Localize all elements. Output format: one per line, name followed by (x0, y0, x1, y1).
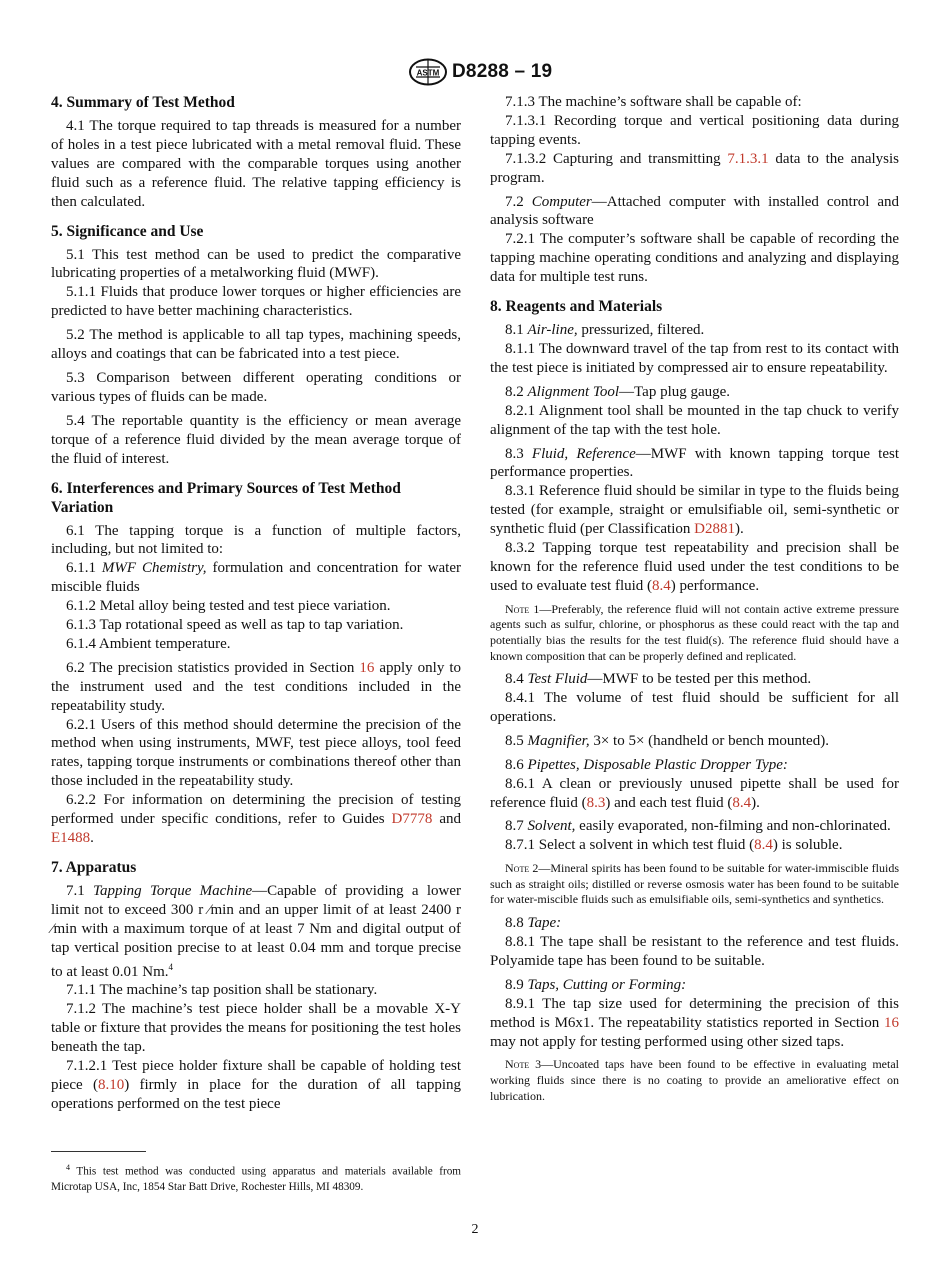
paragraph: 7.1.3 The machine’s software shall be capable of: (505, 94, 802, 110)
document-designation: D8288 – 19 (452, 61, 553, 82)
section-heading: 8. Reagents and Materials (490, 298, 663, 316)
paragraph: 5.3 Comparison between different operating conditions or various types of fluids can be made. (51, 369, 461, 405)
paragraph: 6.1 The tapping torque is a function of multiple factors, including, but not limited to: (51, 522, 461, 558)
paragraph: 7.1.1 The machine’s tap position shall be stationary. (66, 982, 378, 999)
paragraph: 8.9.1 The tap size used for determining the precision of this method is M6x1. The repeatability statistics reported in Section 16 may not apply for testing performed using other sized taps. (490, 995, 899, 1050)
paragraph: 8.2.1 Alignment tool shall be mounted in the tap chuck to verify alignment of the tap with the test hole. (490, 402, 899, 438)
paragraph: 8.1 Air-line, pressurized, filtered. (505, 322, 705, 339)
paragraph: 6.1.4 Ambient temperature. (66, 635, 231, 652)
paragraph: 5.1 This test method can be used to predict the comparative lubricating properties of a metalworking fluid (MWF). (51, 246, 461, 282)
footnote-divider (51, 1151, 146, 1152)
section-heading: 4. Summary of Test Method (51, 94, 235, 111)
astm-logo-icon (408, 58, 448, 86)
left-column (51, 93, 461, 1114)
paragraph: 8.8.1 The tape shall be resistant to the reference and test fluids. Polyamide tape has been found to be suitable. (490, 933, 899, 969)
paragraph: 8.2 Alignment Tool—Tap plug gauge. (505, 383, 731, 400)
section-heading: 5. Significance and Use (51, 222, 204, 240)
page-number: 2 (471, 1222, 479, 1237)
paragraph: 6.1.1 MWF Chemistry, formulation and concentration for water miscible fluids (51, 560, 461, 596)
paragraph: 7.1.2.1 Test piece holder fixture shall be capable of holding test piece (8.10) firmly in place for the duration of all tapping operations performed on the test piece (51, 1058, 461, 1112)
paragraph: 5.4 The reportable quantity is the efficiency or mean average torque of a reference fluid divided by the mean average torque of the fluid of interest. (51, 412, 461, 467)
section-link[interactable]: 8.4 (754, 837, 773, 854)
paragraph: 7.2 Computer—Attached computer with installed control and analysis software (490, 193, 900, 229)
paragraph: 8.3 Fluid, Reference—MWF with known tapping torque test performance properties. (490, 445, 900, 481)
standard-link[interactable]: D7778 (391, 811, 433, 828)
paragraph: 7.1 Tapping Torque Machine—Capable of providing a lower limit not to exceed 300 r ⁄min and an upper limit of at least 2400 r ⁄min with a maximum torque of at least 7 Nm and digital output of tap vertical position precise to at least 0.04 mm and torque precise to at least 0.01 Nm.$^4$ (51, 882, 462, 980)
page-header (0, 58, 950, 86)
paragraph: 7.1.2 The machine’s test piece holder shall be a movable X-Y table or fixture that provides the means for positioning the test holes beneath the tap. (51, 1001, 461, 1056)
paragraph: 5.2 The method is applicable to all tap types, machining speeds, alloys and coatings that can be fabricated into a test piece. (51, 327, 461, 363)
paragraph: 6.2.2 For information on determining the precision of testing performed under specific conditions, refer to Guides D7778 and E1488. (51, 792, 461, 846)
standard-link[interactable]: D2881 (694, 521, 735, 538)
svg-text:ASTM: ASTM (416, 68, 440, 78)
paragraph: 6.2 The precision statistics provided in Section 16 apply only to the instrument used and the test conditions included in the repeatability study. (51, 659, 461, 714)
paragraph: 8.4 Test Fluid—MWF to be tested per this method. (505, 671, 812, 688)
section-link[interactable]: 8.10 (97, 1076, 125, 1093)
section-link[interactable]: 8.3 (586, 794, 606, 811)
paragraph: 7.2.1 The computer’s software shall be capable of recording the tapping machine operating conditions and analyzing and displaying data for multiple test runs. (490, 231, 899, 286)
paragraph: 7.1.3.1 Recording torque and vertical positioning data during tapping events. (490, 112, 899, 148)
paragraph: 8.1.1 The downward travel of the tap from rest to its contact with the test piece is initiated by compressed air to ensure repeatability. (490, 340, 899, 376)
paragraph: 8.6 Pipettes, Disposable Plastic Dropper Type: (505, 756, 788, 773)
section-heading: 7. Apparatus (51, 858, 137, 876)
paragraph: 8.5 Magnifier, 3× to 5× (handheld or bench mounted). (505, 732, 829, 749)
paragraph: 8.3.2 Tapping torque test repeatability and precision shall be known for the reference fluid used under the test conditions to be used to evaluate test fluid (8.4) performance. (490, 540, 899, 594)
paragraph: 8.3.1 Reference fluid should be similar in type to the fluids being tested (for example, straight or emulsifiable oil, semi-synthetic or synthetic fluid (per Classification D2881). (490, 483, 899, 538)
section-link[interactable]: 8.4 (732, 794, 752, 811)
right-column (490, 93, 899, 1110)
paragraph: 8.4.1 The volume of test fluid should be sufficient for all operations. (490, 690, 899, 725)
paragraph: 8.8 Tape: (505, 915, 562, 932)
section-heading: 6. Interferences and Primary Sources of Test Method Variation (51, 479, 401, 516)
paragraph: 6.2.1 Users of this method should determine the precision of the method when using instruments, MWF, test piece alloys, tool feed rates, tapping torque instruments or combinations thereof other than those included in the repeatability study. (51, 716, 461, 790)
section-link[interactable]: 16 (884, 1014, 899, 1031)
standard-link[interactable]: E1488 (51, 830, 91, 846)
section-link[interactable]: 7.1.3.1 (727, 150, 769, 167)
paragraph: 7.1.3.2 Capturing and transmitting 7.1.3.1 data to the analysis program. (490, 150, 899, 186)
paragraph: 5.1.1 Fluids that produce lower torques or higher efficiencies are predicted to have better machining characteristics. (51, 284, 461, 320)
paragraph: 8.7.1 Select a solvent in which test fluid (8.4) is soluble. (505, 837, 843, 854)
note: Note 2—Mineral spirits has been found to be suitable for water-immiscible fluids such as straight oils; distilled or reverse osmosis water has been found to be suitable for water-miscible fluids such as emulsifiable oils, semi-synthetics and synthetics. (490, 861, 900, 907)
paragraph: 6.1.2 Metal alloy being tested and test piece variation. (66, 598, 391, 615)
paragraph: 6.1.3 Tap rotational speed as well as tap to tap variation. (66, 617, 404, 634)
paragraph: 8.6.1 A clean or previously unused pipette shall be used for reference fluid (8.3) and each test fluid (8.4). (490, 775, 899, 811)
footnote-marker: 4 (168, 961, 173, 972)
note: Note 1—Preferably, the reference fluid will not contain active extreme pressure agents such as sulfur, chlorine, or phosphorus as these could react with the tap and potentially bias the results for the test fluid(s). The reference fluid should have a known composition that can be properly defined and replicated. (490, 601, 900, 663)
section-link[interactable]: 16 (359, 659, 375, 676)
section-link[interactable]: 8.4 (652, 577, 671, 594)
note: Note 3—Uncoated taps have been found to be effective in evaluating metal working fluids since there is no coating to provide an ameliorative effect on lubrication. (490, 1057, 899, 1103)
paragraph: 8.9 Taps, Cutting or Forming: (505, 976, 687, 993)
paragraph: 4.1 The torque required to tap threads is measured for a number of holes in a test piece lubricated with a metal removal fluid. These values are compared with the comparable torques using another fluid such as a reference fluid. The relative tapping efficiency is then calculated. (51, 118, 461, 210)
footnote: $^4$ This test method was conducted using apparatus and materials available from Microtap USA, Inc, 1854 Star Batt Drive, Rochester Hills, MI 48309. (51, 1163, 461, 1193)
paragraph: 8.7 Solvent, easily evaporated, non-filming and non-chlorinated. (505, 818, 891, 835)
